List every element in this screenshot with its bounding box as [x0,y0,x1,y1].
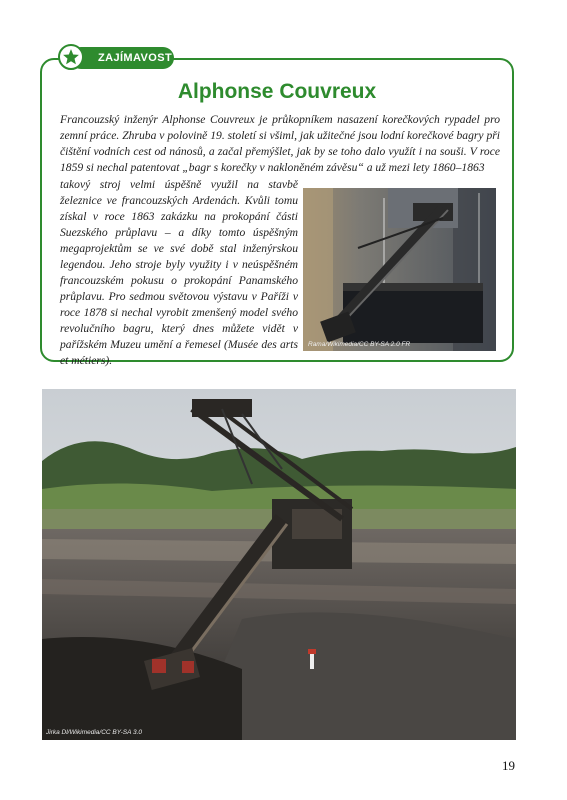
excavator-model-photo [303,188,496,351]
photo-credit-big: Jirka Dl/Wikimedia/CC BY-SA 3.0 [46,729,143,736]
article-title: Alphonse Couvreux [177,80,377,103]
paragraph-intro: Francouzský inženýr Alphonse Couvreux je průkopníkem nasazení korečkových rypadel pro zemní práce. Zhruba v polovině 19. století si všiml, jak užitečné jsou lodní korečkové bagry při čištění vodních cest od nánosů, a začal přemýšlet, jak by se toho dalo využít i na souši. V roce 1859 si nechal patentovat „bagr s korečky v nakloněném závěsu“ a už mezi lety 1860–1863 [60,113,500,174]
excavator-mine-photo [42,389,516,740]
star-icon [58,44,84,70]
badge-label: ZAJÍMAVOST [98,52,173,64]
badge [58,44,174,72]
photo-credit-small: Rama/Wikimedia/CC BY-SA 2.0 FR [308,341,411,348]
page-number: 19 [502,758,515,773]
paragraph-continued: takový stroj velmi úspěšně využil na stavbě železnice ve francouzských Ardenách. Kvůli tomu získal v roce 1863 zakázku na prokopání části Suezského průplavu – a díky tomto úspěšným megaprojektům se ve své době stal inženýrskou legendou. Jeho stroje byly využity i v neúspěšném francouzském pokusu o prokopání Panamského průplavu. Pro sedmou světovou výstavu v Paříži v roce 1878 si nechal vyrobit zmenšený model svého revolučního bagru, který dnes můžete vidět v pařížském Muzeu umění a řemesel (Musée des arts et métiers). [60,178,298,367]
